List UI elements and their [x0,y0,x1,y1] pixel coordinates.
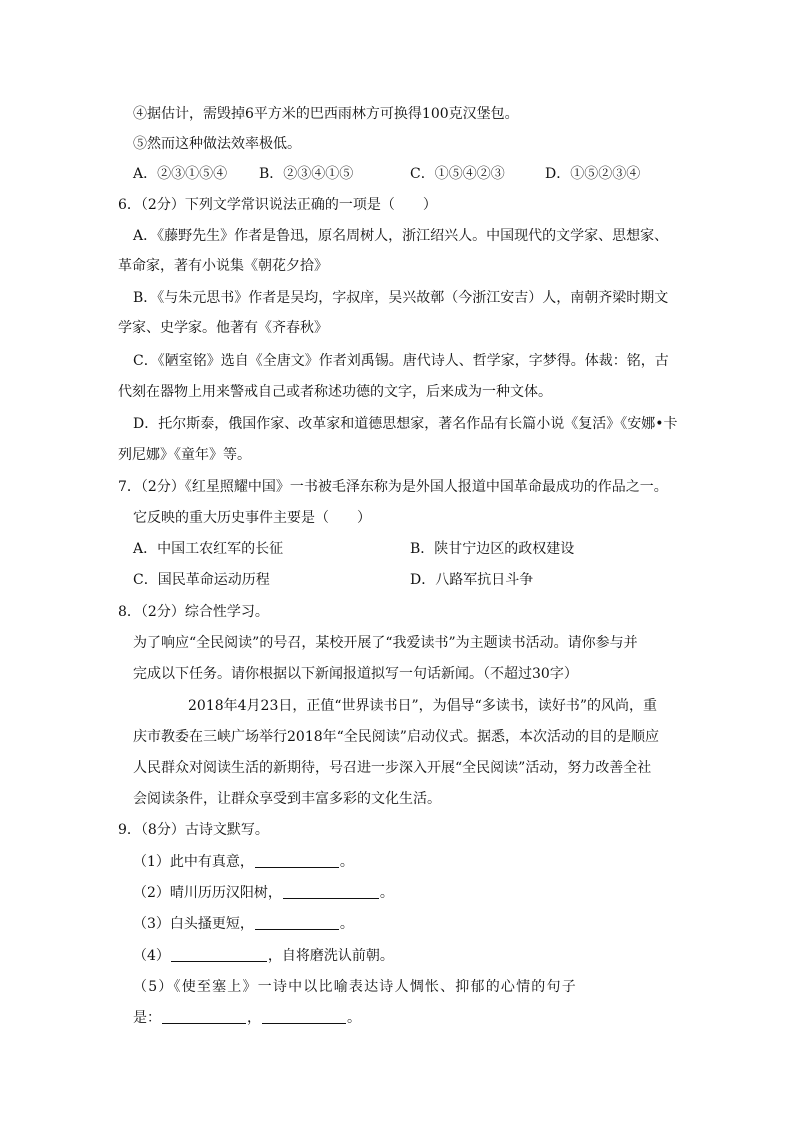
q7-option-c: C．国民革命运动历程 [133,572,270,588]
q7-option-d: D．八路军抗日斗争 [410,572,534,588]
q9-item-1-end: 。 [339,854,354,870]
q5-option-d: D．①⑤②③④ [545,166,641,182]
q5-option-c: C．①⑤④②③ [410,166,505,182]
q6-option-b-line2: 学家、史学家。他著有《齐春秋》 [118,320,328,336]
q7-option-a: A．中国工农红军的长征 [133,541,284,557]
q9-item-3-blank[interactable] [255,915,339,930]
q9-item-2-blank[interactable] [283,884,379,899]
q9-item-3-text: （3）白头搔更短， [133,916,254,932]
q5-option-a: A．②③①⑤④ [133,166,228,182]
q9-item-5-blank-1[interactable] [162,1009,246,1024]
q9-item-5-line2 [133,1008,361,1028]
q8-news-line1: 2018年4月23日，正值“世界读书日”，为倡导“多读书，读好书”的风尚，重 [188,698,657,714]
q7-stem-line1: 7．（2分）《红星照耀中国》一书被毛泽东称为是外国人报道中国革命最成功的作品之一。 [118,479,668,495]
q8-news-line2: 庆市教委在三峡广场举行2018年“全民阅读”启动仪式。据悉，本次活动的目的是顺应 [133,729,659,745]
q9-item-2-text: （2）晴川历历汉阳树， [133,885,282,901]
q9-item-1-blank[interactable] [255,853,339,868]
q5-option-b: B．②③④①⑤ [259,166,354,182]
q9-item-1-text: （1）此中有真意， [133,854,254,870]
q6-option-a-line2: 革命家，著有小说集《朝花夕拾》 [118,258,328,274]
q8-task-line2: 完成以下任务。请你根据以下新闻报道拟写一句话新闻。（不超过30字） [133,666,578,682]
q6-stem: 6．（2分）下列文学常识说法正确的一项是（ ） [118,197,437,213]
q6-option-c-line1: C．《陋室铭》选自《全唐文》作者刘禹锡。唐代诗人、哲学家，字梦得。体裁：铭，古 [133,353,669,369]
q8-task-line1: 为了响应“全民阅读”的号召，某校开展了“我爱读书”为主题读书活动。请你参与并 [133,635,638,651]
q5-sentence-4: ④据估计，需毁掉6平方米的巴西雨林方可换得100克汉堡包。 [133,106,519,122]
q9-stem: 9．（8分）古诗文默写。 [118,822,269,838]
q9-item-5-end: 。 [347,1010,361,1026]
q9-item-5-line1: （5）《使至塞上》一诗中以比喻表达诗人惆怅、抑郁的心情的句子 [133,979,577,995]
q6-option-a-line1: A．《藤野先生》作者是鲁迅，原名周树人，浙江绍兴人。中国现代的文学家、思想家、 [133,228,669,244]
q6-option-b-line1: B．《与朱元思书》作者是吴均，字叔庠，吴兴故鄣（今浙江安吉）人，南朝齐梁时期文 [133,290,669,306]
q7-option-b: B．陕甘宁边区的政权建设 [410,541,575,557]
q9-item-5-comma: ， [247,1010,261,1026]
q9-item-4-end: ，自将磨洗认前朝。 [267,948,394,964]
q6-option-c-line2: 代刻在器物上用来警戒自己或者称述功德的文字，后来成为一种文体。 [118,384,552,400]
q6-option-d-line2: 列尼娜》《童年》等。 [118,447,251,463]
q8-news-line4: 会阅读条件，让群众享受到丰富多彩的文化生活。 [133,791,441,807]
q9-item-2 [133,883,394,903]
q8-news-line3: 人民群众对阅读生活的新期待，号召进一步深入开展“全民阅读”活动，努力改善全社 [133,760,652,776]
q9-item-5-text: 是： [133,1010,161,1026]
q8-stem: 8．（2分）综合性学习。 [118,604,269,620]
q9-item-2-end: 。 [379,885,394,901]
q9-item-3 [133,914,354,934]
q9-item-1 [133,852,354,872]
q9-item-4-blank[interactable] [171,947,267,962]
q5-sentence-5: ⑤然而这种做法效率极低。 [133,136,301,152]
q9-item-4 [133,946,394,966]
q9-item-4-text: （4） [133,948,170,964]
q9-item-5-blank-2[interactable] [262,1009,346,1024]
q7-stem-line2: 它反映的重大历史事件主要是（ ） [133,510,371,526]
q9-item-3-end: 。 [339,916,354,932]
q6-option-d-line1: D．托尔斯泰，俄国作家、改革家和道德思想家，著名作品有长篇小说《复活》《安娜•卡 [133,416,678,432]
